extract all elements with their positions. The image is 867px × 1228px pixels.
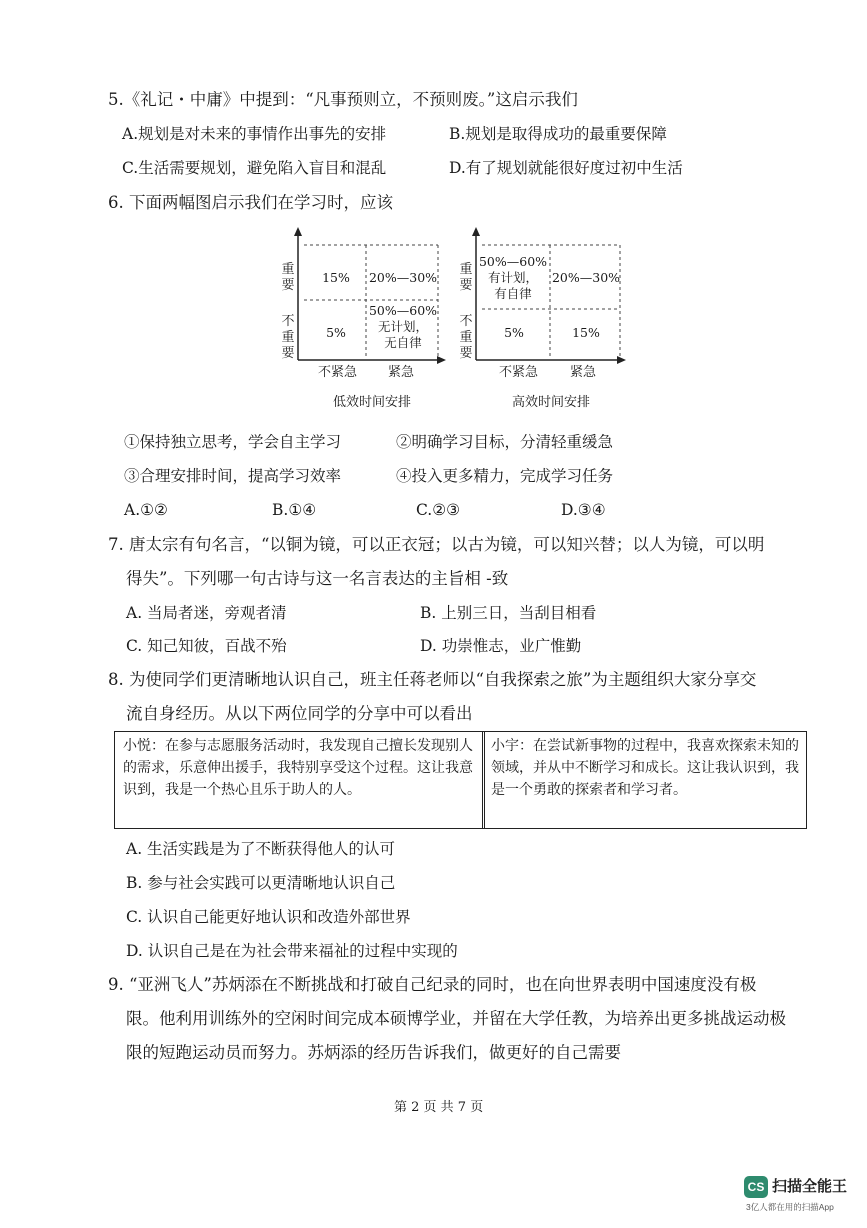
left-cell-bl: 5%	[326, 325, 346, 340]
q6-statement-2: ②明确学习目标，分清轻重缓急	[396, 433, 614, 451]
q7-stem-line2: 得失”。下列哪一句古诗与这一名言表达的主旨相 -致	[126, 569, 509, 588]
q5-option-a: A.规划是对未来的事情作出事先的安排	[122, 125, 387, 143]
right-x-left-label: 不紧急	[499, 365, 539, 380]
q8-option-a: A. 生活实践是为了不断获得他人的认可	[126, 840, 396, 858]
left-axes	[278, 225, 448, 375]
left-y-top-label: 重要	[281, 262, 295, 293]
q5-option-b: B.规划是取得成功的最重要保障	[449, 125, 667, 143]
right-cell-tl: 50%—60% 有计划， 有自律	[478, 254, 548, 301]
q8-option-b: B. 参与社会实践可以更清晰地认识自己	[126, 874, 396, 892]
right-x-right-label: 紧急	[570, 365, 597, 380]
right-cell-br: 15%	[572, 325, 600, 340]
left-x-left-label: 不紧急	[318, 365, 358, 380]
left-y-bottom-label: 不重要	[281, 314, 295, 361]
q7-option-b: B. 上别三日，当刮目相看	[420, 604, 597, 622]
q7-option-d: D. 功崇惟志，业广惟勤	[420, 637, 582, 655]
scanner-logo-icon: CS	[744, 1176, 768, 1198]
right-cell-bl: 5%	[504, 325, 524, 340]
q6-option-a: A.①②	[124, 501, 168, 519]
q5-option-d: D.有了规划就能很好度过初中生活	[449, 159, 683, 177]
right-caption: 高效时间安排	[512, 395, 591, 410]
q6-statement-4: ④投入更多精力，完成学习任务	[396, 467, 614, 485]
right-y-top-label: 重要	[459, 262, 473, 293]
q8-quote-left: 小悦：在参与志愿服务活动时，我发现自己擅长发现别人的需求，乐意伸出援手，我特别享受这个过程。这让我意识到，我是一个热心且乐于助人的人。	[123, 738, 473, 798]
q9-stem-line3: 限的短跑运动员而努力。苏炳添的经历告诉我们，做更好的自己需要	[126, 1043, 621, 1062]
q7-option-c: C. 知己知彼，百战不殆	[126, 637, 287, 655]
q9-stem-line2: 限。他利用训练外的空闲时间完成本硕博学业，并留在大学任教，为培养出更多挑战运动极	[126, 1009, 786, 1028]
q5-stem: 5.《礼记・中庸》中提到：“凡事预则立，不预则废。”这启示我们	[108, 90, 578, 109]
q6-statement-1: ①保持独立思考，学会自主学习	[124, 433, 342, 451]
q6-statement-3: ③合理安排时间，提高学习效率	[124, 467, 342, 485]
q7-stem-line1: 7. 唐太宗有句名言，“以铜为镜，可以正衣冠；以古为镜，可以知兴替；以人为镜，可以明	[108, 535, 765, 554]
q8-quote-right: 小宇：在尝试新事物的过程中，我喜欢探索未知的领域，并从中不断学习和成长。这让我认识到，我是一个勇敢的探索者和学习者。	[491, 738, 799, 798]
q9-stem-line1: 9. “亚洲飞人”苏炳添在不断挑战和打破自己纪录的同时，也在向世界表明中国速度没有极	[108, 975, 757, 994]
q8-stem-line2: 流自身经历。从以下两位同学的分享中可以看出	[126, 704, 473, 723]
left-cell-br: 50%—60% 无计划， 无自律	[368, 303, 438, 350]
scanner-tagline: 3亿人都在用的扫描App	[746, 1202, 834, 1212]
q5-option-c: C.生活需要规划，避免陷入盲目和混乱	[122, 159, 387, 177]
q6-stem: 6. 下面两幅图启示我们在学习时，应该	[108, 193, 393, 212]
right-cell-tr: 20%—30%	[551, 270, 621, 285]
q6-option-d: D.③④	[561, 501, 606, 519]
q8-stem-line1: 8. 为使同学们更清晰地认识自己，班主任蒋老师以“自我探索之旅”为主题组织大家分享交	[108, 670, 757, 689]
q8-option-c: C. 认识自己能更好地认识和改造外部世界	[126, 908, 411, 926]
q7-option-a: A. 当局者迷，旁观者清	[126, 604, 287, 622]
left-cell-tl: 15%	[322, 270, 350, 285]
page-number: 第 2 页 共 7 页	[394, 1100, 484, 1115]
q8-quote-box-right	[482, 731, 807, 829]
q6-option-c: C.②③	[416, 501, 461, 519]
scanner-brand-name: 扫描全能王	[772, 1178, 848, 1195]
q6-option-b: B.①④	[272, 501, 317, 519]
scanner-watermark	[744, 1176, 864, 1224]
q8-quote-box-left	[114, 731, 485, 829]
left-caption: 低效时间安排	[333, 395, 412, 410]
right-y-bottom-label: 不重要	[459, 314, 473, 361]
left-x-right-label: 紧急	[388, 365, 415, 380]
left-cell-tr: 20%—30%	[368, 270, 438, 285]
q8-option-d: D. 认识自己是在为社会带来福祉的过程中实现的	[126, 942, 458, 960]
